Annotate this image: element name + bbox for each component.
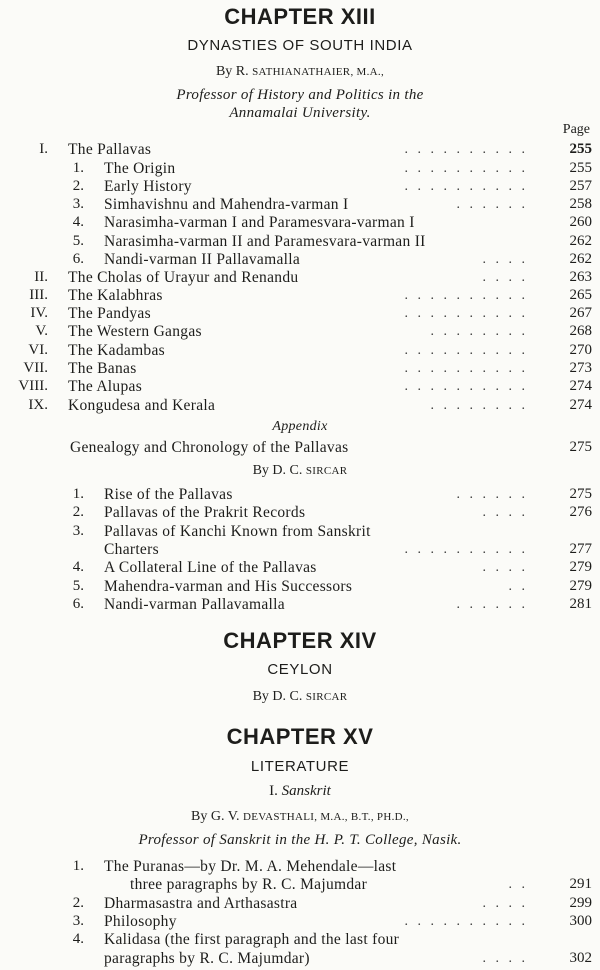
entry-title: The Kadambas bbox=[68, 342, 165, 359]
entry-page-number: 270 bbox=[569, 342, 592, 358]
author-name: DEVASTHALI, M.A., B.T., PH.D., bbox=[243, 811, 409, 823]
entry-title: Kalidasa (the first paragraph and the last four bbox=[104, 931, 400, 949]
leader-dots: . . . . . . . . . . bbox=[404, 913, 528, 929]
chapter-14-byline bbox=[0, 689, 600, 705]
entry-number: V. bbox=[35, 323, 48, 339]
entry-page-number: 281 bbox=[569, 595, 592, 612]
chapter-15-section bbox=[0, 783, 600, 800]
entry-number: 6. bbox=[72, 251, 84, 267]
byline-prefix: By R. bbox=[215, 64, 249, 79]
entry-number: IV. bbox=[30, 305, 48, 321]
entry-page-number: 260 bbox=[569, 214, 592, 230]
entry-title: three paragraphs by R. C. Majumdar bbox=[130, 876, 368, 894]
entry-title: The Puranas—by Dr. M. A. Mehendale—last bbox=[104, 858, 397, 875]
entry-page-number: 273 bbox=[569, 360, 592, 376]
entry-title: Nandi-varman II Pallavamalla bbox=[104, 251, 301, 268]
entry-page-number: 302 bbox=[569, 949, 592, 966]
entry-title: The Kalabhras bbox=[68, 287, 163, 304]
entry-title: Pallavas of the Prakrit Records bbox=[104, 504, 306, 522]
entry-page-number: 276 bbox=[569, 504, 592, 521]
entry-title: Dharmasastra and Arthasastra bbox=[104, 894, 298, 912]
entry-page-number: 262 bbox=[569, 251, 592, 267]
entry-page-number: 255 bbox=[569, 160, 592, 176]
leader-dots: . . . . bbox=[482, 505, 528, 521]
entry-number: 1. bbox=[72, 486, 84, 502]
entry-page-number: 274 bbox=[569, 397, 592, 413]
entry-title: Charters bbox=[104, 540, 159, 558]
entry-number: 5. bbox=[72, 233, 84, 249]
entry-title: Narasimha-varman I and Paramesvara-varman I bbox=[104, 214, 415, 231]
entry-page-number: 274 bbox=[569, 378, 592, 394]
author-name: SATHIANATHAIER, M.A., bbox=[252, 66, 385, 78]
appendix-title-page: 275 bbox=[569, 439, 592, 455]
chapter-15-byline bbox=[0, 809, 600, 825]
entry-number: 1. bbox=[72, 858, 84, 874]
entry-title: Narasimha-varman II and Paramesvara-varman II bbox=[104, 233, 426, 250]
chapter-15-subtitle: LITERATURE bbox=[250, 758, 350, 775]
leader-dots: . . . . . . . . . . bbox=[404, 361, 528, 376]
entry-page-number: 257 bbox=[569, 178, 592, 194]
leader-dots: . . . . . . . . . . bbox=[404, 541, 528, 557]
chapter-15-affiliation: Professor of Sanskrit in the H. P. T. College, Nasik. bbox=[138, 832, 462, 848]
entry-number: 2. bbox=[72, 894, 84, 911]
entry-number: 4. bbox=[72, 214, 84, 230]
chapter-13-title: CHAPTER XIII bbox=[224, 4, 376, 29]
leader-dots: . . . . . . . . bbox=[430, 398, 528, 413]
entry-number: I. bbox=[39, 141, 48, 157]
chapter-14-title: CHAPTER XIV bbox=[223, 628, 377, 653]
leader-dots: . . bbox=[508, 877, 528, 893]
leader-dots: . . . . . . bbox=[456, 596, 528, 612]
entry-title: The Western Gangas bbox=[68, 323, 202, 340]
entry-page-number: 262 bbox=[569, 233, 592, 249]
appendix-label: Appendix bbox=[272, 419, 328, 434]
leader-dots: . . . . . . . . . . bbox=[404, 306, 528, 321]
entry-number: VI. bbox=[28, 342, 48, 358]
leader-dots: . . . . . . . . . . bbox=[404, 179, 528, 194]
chapter-15-title: CHAPTER XV bbox=[226, 724, 374, 749]
entry-number: VII. bbox=[23, 360, 48, 376]
entry-number: III. bbox=[29, 287, 48, 303]
entry-title: Kongudesa and Kerala bbox=[68, 397, 216, 414]
entry-number: 6. bbox=[72, 595, 84, 612]
entry-title: Nandi-varman Pallavamalla bbox=[104, 595, 285, 613]
leader-dots: . . . . bbox=[482, 560, 528, 576]
entry-page-number: 279 bbox=[569, 577, 592, 594]
entry-title: A Collateral Line of the Pallavas bbox=[104, 559, 317, 577]
entry-title: Philosophy bbox=[104, 912, 177, 930]
section-number: I. bbox=[269, 783, 278, 799]
leader-dots: . . . . . . . . . . bbox=[404, 343, 528, 358]
entry-title: The Origin bbox=[104, 160, 176, 177]
byline-prefix: By G. V. bbox=[191, 809, 240, 824]
entry-title: The Alupas bbox=[68, 378, 143, 395]
entry-title: Rise of the Pallavas bbox=[104, 486, 233, 503]
entry-number: IX. bbox=[28, 397, 48, 413]
leader-dots: . . . . . . . . bbox=[430, 324, 528, 339]
entry-number: 2. bbox=[72, 178, 84, 194]
entry-number: 5. bbox=[72, 577, 84, 594]
entry-page-number: 275 bbox=[569, 486, 592, 502]
entry-number: 3. bbox=[72, 912, 84, 929]
entry-number: II. bbox=[34, 269, 48, 285]
chapter-13-byline bbox=[0, 64, 600, 80]
entry-number: 4. bbox=[72, 931, 84, 948]
appendix-title: Genealogy and Chronology of the Pallavas bbox=[70, 439, 349, 456]
entry-page-number: 291 bbox=[569, 876, 592, 893]
byline-prefix: By D. C. bbox=[252, 689, 303, 704]
byline-prefix: By D. C. bbox=[252, 463, 303, 478]
author-name: SIRCAR bbox=[305, 691, 348, 703]
entry-title: The Banas bbox=[68, 360, 137, 377]
entry-title: Early History bbox=[104, 178, 192, 195]
entry-number: 3. bbox=[72, 196, 84, 212]
leader-dots: . . . . . . bbox=[456, 197, 528, 212]
chapter-13-affiliation-line-1: Professor of History and Politics in the bbox=[176, 87, 424, 103]
entry-page-number: 267 bbox=[569, 305, 592, 321]
entry-page-number: 299 bbox=[569, 894, 592, 911]
entry-title: Simhavishnu and Mahendra-varman I bbox=[104, 196, 349, 213]
leader-dots: . . bbox=[508, 578, 528, 594]
appendix-byline bbox=[0, 463, 600, 479]
author-name: SIRCAR bbox=[305, 465, 348, 477]
entry-number: 2. bbox=[72, 504, 84, 521]
entry-number: 4. bbox=[72, 559, 84, 576]
entry-page-number: 277 bbox=[569, 540, 592, 557]
leader-dots: . . . . . . . . . . bbox=[404, 142, 528, 157]
entry-page-number: 279 bbox=[569, 559, 592, 576]
page-column-heading: Page bbox=[562, 122, 590, 137]
entry-page-number: 255 bbox=[569, 141, 592, 157]
leader-dots: . . . . . . bbox=[456, 487, 528, 502]
entry-page-number: 300 bbox=[569, 912, 592, 929]
entry-title: The Cholas of Urayur and Renandu bbox=[68, 269, 299, 286]
leader-dots: . . . . bbox=[482, 895, 528, 911]
entry-title: Mahendra-varman and His Successors bbox=[104, 577, 353, 595]
entry-page-number: 263 bbox=[569, 269, 592, 285]
leader-dots: . . . . bbox=[482, 270, 528, 285]
leader-dots: . . . . . . . . . . bbox=[404, 379, 528, 394]
entry-title: The Pallavas bbox=[68, 141, 152, 158]
entry-number: VIII. bbox=[18, 378, 48, 394]
entry-number: 3. bbox=[72, 522, 84, 539]
leader-dots: . . . . bbox=[482, 950, 528, 966]
leader-dots: . . . . . . . . . . bbox=[404, 288, 528, 303]
entry-page-number: 265 bbox=[569, 287, 592, 303]
leader-dots: . . . . bbox=[482, 252, 528, 267]
entry-number: 1. bbox=[72, 160, 84, 176]
chapter-13-affiliation-line-2: Annamalai University. bbox=[229, 105, 371, 121]
entry-page-number: 268 bbox=[569, 323, 592, 339]
leader-dots: . . . . . . . . . . bbox=[404, 161, 528, 176]
chapter-14-subtitle: CEYLON bbox=[267, 661, 333, 678]
entry-page-number: 258 bbox=[569, 196, 592, 212]
section-name: Sanskrit bbox=[281, 783, 331, 799]
entry-title: The Pandyas bbox=[68, 305, 151, 322]
entry-title: Pallavas of Kanchi Known from Sanskrit bbox=[104, 522, 371, 540]
entry-title: paragraphs by R. C. Majumdar) bbox=[104, 949, 310, 967]
chapter-13-subtitle: DYNASTIES OF SOUTH INDIA bbox=[187, 37, 413, 54]
